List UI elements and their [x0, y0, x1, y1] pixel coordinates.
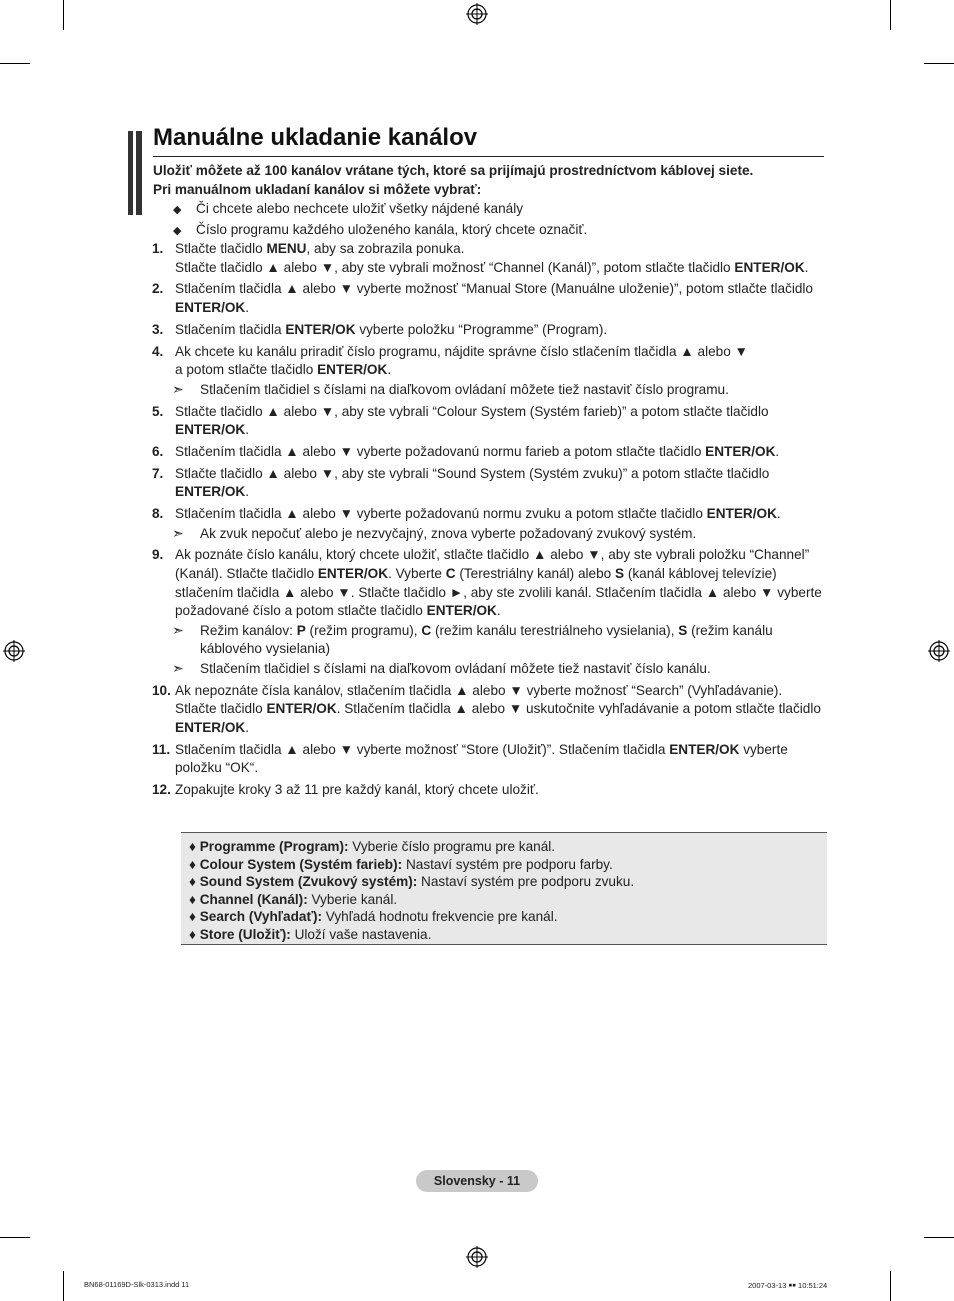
- registration-mark-icon: [3, 640, 25, 662]
- text-run: Stlačte tlačidlo: [175, 241, 267, 256]
- text-run: .: [245, 299, 250, 315]
- step-note: [172, 524, 824, 544]
- step-number: 5.: [152, 403, 164, 419]
- info-box-label: Programme (Program):: [199, 839, 349, 854]
- step-item: [152, 343, 824, 400]
- bold-keyword: ENTER/OK: [175, 484, 246, 500]
- crop-mark: [890, 1271, 891, 1301]
- text-run: . Vyberte: [388, 566, 446, 581]
- note-arrow-icon: ➣: [172, 659, 184, 676]
- step-text: [175, 443, 824, 462]
- diamond-bullet-icon: ♦: [189, 874, 200, 889]
- step-text: [175, 465, 824, 502]
- note-arrow-icon: ➣: [172, 621, 184, 638]
- text-run: .: [245, 484, 250, 500]
- step-text: [175, 546, 824, 620]
- bold-keyword: ENTER/OK: [317, 566, 389, 581]
- step-text: [175, 741, 824, 778]
- step-item: [152, 465, 824, 502]
- text-run: a potom stlačte tlačidlo: [175, 362, 318, 378]
- step-number: 3.: [152, 321, 164, 337]
- step-number: 7.: [152, 465, 164, 481]
- bold-keyword: ENTER/OK: [175, 719, 246, 735]
- step-text: [175, 343, 824, 380]
- info-box-item: [189, 926, 634, 944]
- bold-keyword: ENTER/OK: [734, 259, 805, 275]
- step-number: 6.: [152, 443, 164, 459]
- registration-mark-icon: [928, 640, 950, 662]
- text-run: Stlačte tlačidlo ▲ alebo ▼, aby ste vybrali “Colour System (Systém farieb)” a potom stlačte tlačidlo: [175, 403, 769, 419]
- text-run: Stlačením tlačidiel s číslami na diaľkovom ovládaní môžete tiež nastaviť číslo kanálu.: [200, 660, 711, 676]
- info-box-label: Channel (Kanál):: [199, 891, 308, 907]
- info-box-item: [189, 873, 634, 891]
- step-number: 9.: [152, 547, 164, 563]
- text-run: .: [496, 603, 501, 619]
- step-text: [175, 403, 824, 440]
- info-box-text: Vyberie kanál.: [307, 891, 398, 907]
- diamond-bullet-icon: ◆: [173, 204, 182, 216]
- info-box-item: [189, 838, 634, 856]
- text-run: Režim kanálov:: [200, 622, 297, 638]
- step-text: [175, 321, 824, 340]
- text-run: Ak nepoznáte čísla kanálov, stlačením tlačidla ▲ alebo ▼ vyberte možnosť “Search” (Vyhľadávanie). Stlačte tlačidlo: [175, 682, 783, 717]
- step-note: [172, 621, 824, 659]
- text-run: Stlačením tlačidiel s číslami na diaľkovom ovládaní môžete tiež nastaviť číslo programu.: [200, 381, 729, 397]
- step-number: 1.: [152, 241, 164, 256]
- step-text: [175, 240, 824, 277]
- text-run: Stlačením tlačidla ▲ alebo ▼ vyberte možnosť “Manual Store (Manuálne uloženie)”, potom stlačte tlačidlo: [175, 281, 813, 297]
- step-list: [152, 240, 824, 803]
- diamond-bullet-icon: ♦: [189, 839, 200, 854]
- bold-keyword: C: [445, 566, 456, 581]
- text-run: Ak poznáte číslo kanálu, ktorý chcete uložiť, stlačte tlačidlo ▲ alebo ▼, aby ste vybrali položku “Channel” (Kanál). Stlačte tlačidlo: [175, 547, 810, 581]
- info-box: [181, 832, 827, 945]
- diamond-bullet-icon: ♦: [189, 926, 200, 942]
- info-box-text: Nastaví systém pre podporu farby.: [402, 856, 613, 872]
- step-item: [152, 546, 824, 678]
- text-run: (režim programu),: [305, 622, 422, 638]
- text-run: Stlačením tlačidla ▲ alebo ▼ vyberte požadovanú normu zvuku a potom stlačte tlačidlo: [175, 506, 707, 522]
- text-run: .: [387, 362, 392, 378]
- step-text: [175, 682, 824, 738]
- bold-keyword: S: [678, 622, 688, 638]
- info-box-label: Sound System (Zvukový systém):: [199, 874, 418, 889]
- info-box-item: [189, 891, 634, 909]
- file-slug: BN68-01169D-Slk-0313.indd 11: [84, 1280, 190, 1289]
- crop-mark: [924, 1237, 954, 1238]
- text-run: (režim kanálu terestriálneho vysielania),: [431, 622, 679, 638]
- bold-keyword: S: [615, 566, 625, 581]
- text-run: (Terestriálny kanál) alebo: [455, 566, 615, 581]
- step-item: [152, 321, 824, 340]
- diamond-bullet-icon: ♦: [189, 891, 200, 907]
- registration-mark-icon: [466, 1246, 488, 1268]
- bold-keyword: P: [296, 622, 306, 638]
- step-item: [152, 240, 824, 277]
- registration-mark-icon: [466, 3, 488, 25]
- info-box-label: Store (Uložiť):: [199, 926, 291, 942]
- page-footer: Slovensky - 11: [416, 1170, 538, 1192]
- bold-keyword: C: [421, 622, 432, 638]
- step-text: [175, 280, 824, 317]
- title-divider: [153, 156, 824, 157]
- bold-keyword: ENTER/OK: [266, 701, 337, 717]
- text-run: , aby sa zobrazila ponuka.: [306, 241, 465, 256]
- text-run: .: [804, 259, 809, 275]
- page-title: Manuálne ukladanie kanálov: [153, 124, 478, 151]
- text-run: .: [775, 443, 780, 459]
- bullet-text: Či chcete alebo nechcete uložiť všetky nájdené kanály: [196, 201, 524, 216]
- bullet-item: [173, 199, 587, 220]
- info-box-item: [189, 856, 634, 874]
- bold-keyword: ENTER/OK: [175, 299, 246, 315]
- step-text: [175, 505, 824, 524]
- step-note: [172, 380, 824, 400]
- info-box-text: Vyberie číslo programu pre kanál.: [348, 839, 556, 854]
- info-box-text: Uloží vaše nastavenia.: [290, 926, 432, 942]
- info-box-label: Search (Vyhľadať):: [199, 909, 323, 924]
- note-arrow-icon: ➣: [172, 380, 184, 397]
- step-item: [152, 682, 824, 738]
- text-run: Zopakujte kroky 3 až 11 pre každý kanál, ktorý chcete uložiť.: [175, 782, 539, 798]
- step-item: [152, 505, 824, 543]
- crop-mark: [0, 63, 30, 64]
- text-run: Stlačením tlačidla: [175, 321, 286, 337]
- note-arrow-icon: ➣: [172, 524, 184, 541]
- step-item: [152, 781, 824, 800]
- text-run: (kanál káblovej televízie) stlačením tlačidla ▲ alebo ▼. Stlačte tlačidlo ►, aby ste zvolili kanál. Stlačením tlačidla ▲ alebo ▼ vyberte požadované číslo a potom stlačte tlačidlo: [175, 566, 822, 619]
- info-box-text: Vyhľadá hodnotu frekvencie pre kanál.: [322, 909, 558, 924]
- bold-keyword: ENTER/OK: [706, 506, 777, 522]
- step-number: 4.: [152, 343, 164, 359]
- diamond-bullet-icon: ◆: [173, 225, 182, 237]
- text-run: .: [776, 506, 781, 522]
- crop-mark: [63, 0, 64, 30]
- intro-text: [153, 161, 823, 199]
- info-box-text: Nastaví systém pre podporu zvuku.: [417, 874, 635, 889]
- info-box-list: [189, 838, 634, 943]
- crop-mark: [890, 0, 891, 30]
- text-run: Stlačte tlačidlo ▲ alebo ▼, aby ste vybrali možnosť “Channel (Kanál)”, potom stlačte tlačidlo: [175, 259, 735, 275]
- info-box-item: [189, 908, 634, 926]
- bold-keyword: ENTER/OK: [705, 443, 776, 459]
- text-run: Ak zvuk nepočuť alebo je nezvyčajný, znova vyberte požadovaný zvukový systém.: [200, 525, 697, 541]
- info-box-label: Colour System (Systém farieb):: [199, 856, 403, 872]
- crop-mark: [924, 63, 954, 64]
- text-run: vyberte položku “Programme” (Program).: [355, 321, 608, 337]
- bold-keyword: ENTER/OK: [175, 422, 246, 438]
- bold-keyword: ENTER/OK: [426, 603, 497, 619]
- text-run: (režim kanálu káblového vysielania): [200, 622, 773, 657]
- step-number: 11.: [152, 741, 171, 757]
- bold-keyword: ENTER/OK: [285, 321, 356, 337]
- bold-keyword: ENTER/OK: [669, 741, 740, 757]
- text-run: Stlačením tlačidla ▲ alebo ▼ vyberte požadovanú normu farieb a potom stlačte tlačidlo: [175, 443, 706, 459]
- step-number: 2.: [152, 281, 164, 297]
- step-note: [172, 659, 824, 679]
- diamond-bullet-icon: ♦: [189, 856, 200, 872]
- step-item: [152, 741, 824, 778]
- section-marker: [128, 131, 142, 215]
- bullet-list: [173, 199, 587, 241]
- text-run: . Stlačením tlačidla ▲ alebo ▼ uskutočnite vyhľadávanie a potom stlačte tlačidlo: [336, 701, 821, 717]
- bullet-text: Číslo programu každého uloženého kanála, ktorý chcete označiť.: [196, 222, 588, 237]
- timestamp-slug: 2007-03-13 ￭￭ 10:51:24: [748, 1281, 828, 1290]
- bold-keyword: MENU: [266, 241, 307, 256]
- step-item: [152, 280, 824, 317]
- bullet-item: [173, 220, 587, 241]
- step-item: [152, 403, 824, 440]
- text-run: Ak chcete ku kanálu priradiť číslo programu, nájdite správne číslo stlačením tlačidla ▲ alebo ▼: [175, 343, 749, 359]
- bold-keyword: ENTER/OK: [317, 362, 388, 378]
- step-number: 12.: [152, 782, 171, 798]
- text-run: vyberte položku “OK“.: [175, 741, 788, 776]
- intro-line: Pri manuálnom ukladaní kanálov si môžete vybrať:: [153, 182, 482, 197]
- text-run: .: [245, 719, 250, 735]
- crop-mark: [0, 1237, 30, 1238]
- diamond-bullet-icon: ♦: [189, 909, 200, 924]
- step-number: 8.: [152, 506, 164, 522]
- intro-line: Uložiť môžete až 100 kanálov vrátane tých, ktoré sa prijímajú prostredníctvom káblovej siete.: [153, 163, 754, 178]
- crop-mark: [63, 1271, 64, 1301]
- text-run: .: [245, 422, 250, 438]
- step-text: [175, 781, 824, 800]
- text-run: Stlačte tlačidlo ▲ alebo ▼, aby ste vybrali “Sound System (Systém zvuku)” a potom stlačte tlačidlo: [175, 465, 770, 481]
- text-run: Stlačením tlačidla ▲ alebo ▼ vyberte možnosť “Store (Uložiť)”. Stlačením tlačidla: [175, 741, 670, 757]
- step-item: [152, 443, 824, 462]
- step-number: 10.: [152, 682, 171, 698]
